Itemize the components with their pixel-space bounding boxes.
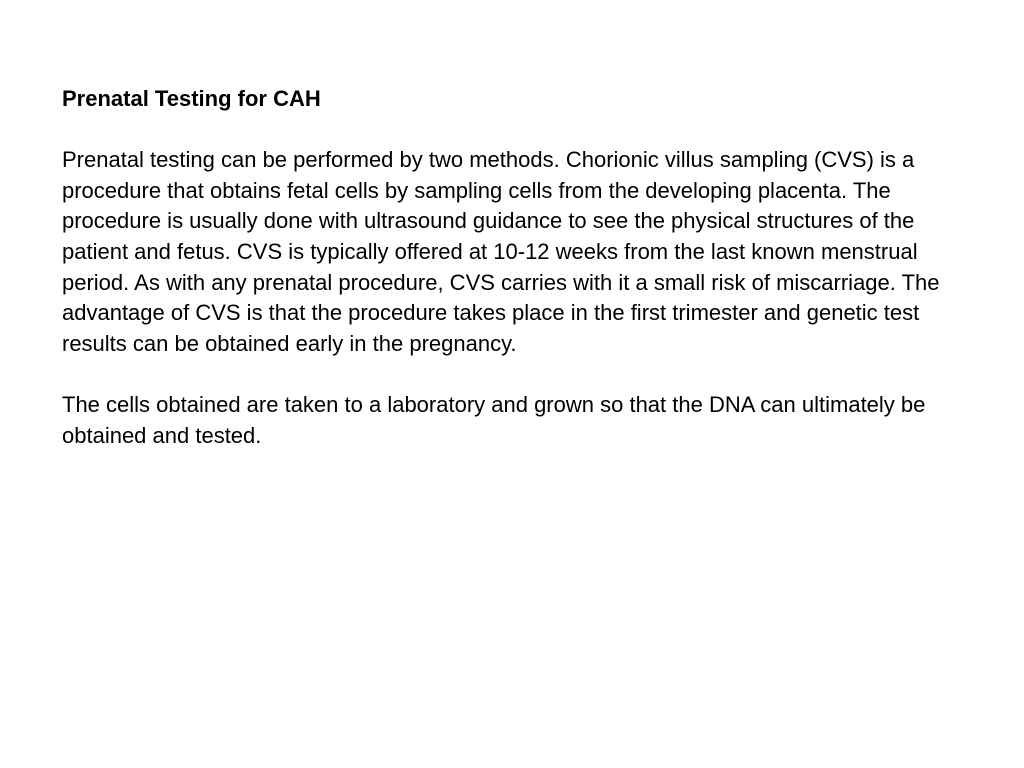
slide-title: Prenatal Testing for CAH [62, 86, 321, 111]
paragraph-cvs-description: Prenatal testing can be performed by two methods. Chorionic villus sampling (CVS) is a procedure that obtains fetal cells by sampling cells from the developing placenta. The procedure is usually done with ultrasound guidance to see the physical structures of the patient and fetus. CVS is typically offered at 10-12 weeks from the last known menstrual period. As with any prenatal procedure, CVS carries with it a small risk of miscarriage. The advantage of CVS is that the procedure takes place in the first trimester and genetic test results can be obtained early in the pregnancy. [62, 147, 940, 356]
spacer [62, 359, 962, 390]
slide-content [62, 84, 962, 451]
paragraph-lab-testing: The cells obtained are taken to a laboratory and grown so that the DNA can ultimately be obtained and tested. [62, 391, 926, 448]
spacer [62, 115, 962, 146]
